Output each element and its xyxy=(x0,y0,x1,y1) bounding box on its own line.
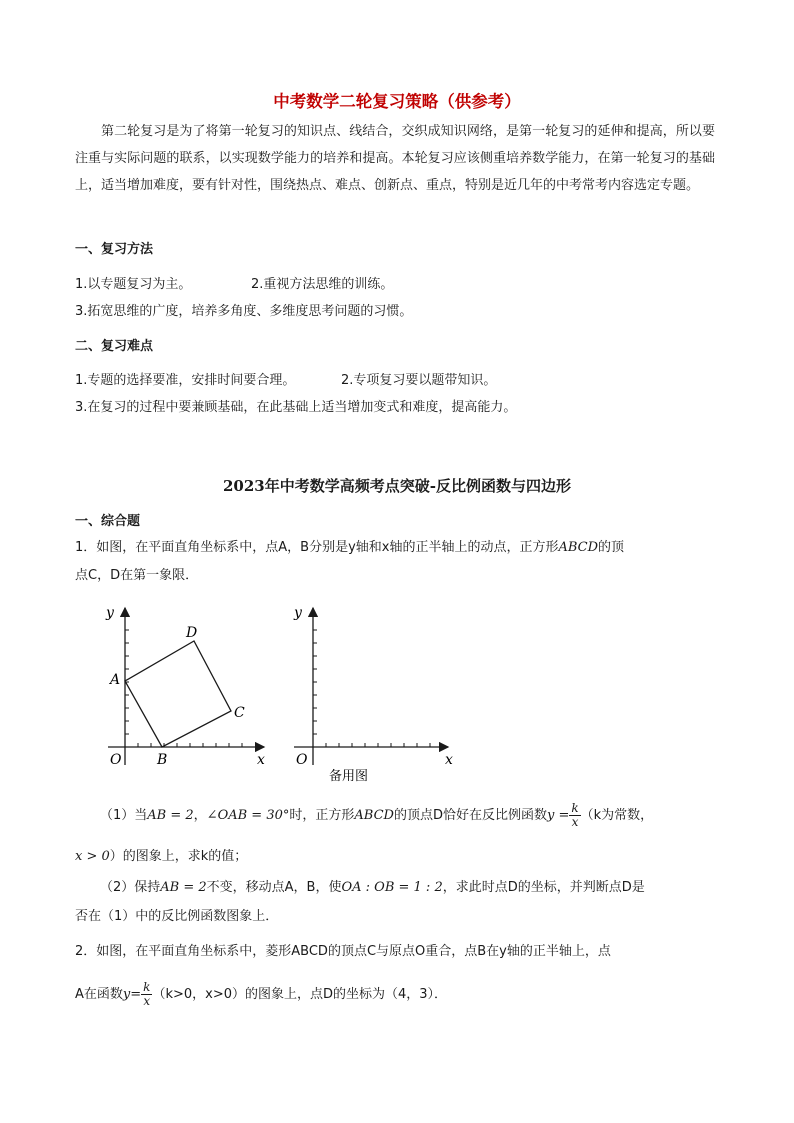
q1-p1-f: ）的图象上，求k的值； xyxy=(109,849,248,864)
q1-p1-frac-den: x xyxy=(571,815,579,829)
q1-line-1-end: 的顶 xyxy=(598,540,625,555)
q1-p1-cond: x > 0 xyxy=(75,849,110,864)
q2-b: （k>0，x>0）的图象上，点D的坐标为（4，3）． xyxy=(152,987,448,1002)
point-b-label: B xyxy=(157,752,168,768)
q1-p1-a: （1）当 xyxy=(100,808,148,823)
q1-p1-ab: AB = 2 xyxy=(147,808,194,823)
y-axis-label: y xyxy=(106,605,114,621)
q1-p1-abcd: ABCD xyxy=(354,808,394,823)
section1-item-1: 1.以专题复习为主。 xyxy=(75,277,192,292)
section2-item-1: 1.专题的选择要准，安排时间要合理。 xyxy=(75,373,296,388)
spare-x-axis-label: x xyxy=(445,752,453,768)
q2-line-1: 2．如图，在平面直角坐标系中，菱形ABCD的顶点C与原点O重合，点B在y轴的正半轴上，点 xyxy=(75,944,611,959)
spare-figure-caption: 备用图 xyxy=(329,769,369,784)
q2-fraction xyxy=(141,981,152,1008)
q1-p2-b: 不变，移动点A，B，使 xyxy=(206,880,342,895)
q1-p2-ab: AB = 2 xyxy=(160,880,207,895)
q1-p1-angle: ∠OAB = 30° xyxy=(206,808,290,823)
q1-p2-ratio: OA : OB = 1 : 2 xyxy=(341,880,443,895)
section2-item-2: 2.专项复习要以题带知识。 xyxy=(341,373,497,388)
x-axis-label: x xyxy=(257,752,265,768)
q1-p1-yeq: y = xyxy=(546,808,570,823)
q1-figure-spare xyxy=(288,600,463,790)
intro-paragraph: 第二轮复习是为了将第一轮复习的知识点、线结合，交织成知识网络，是第一轮复习的延伸和提高，所以要注重与实际问题的联系，以实现数学能力的培养和提高。本轮复习应该侧重培养数学能力，在第一轮复习的基础上，适当增加难度，要有针对性，围绕热点、难点、创新点、重点，特别是近几年的中考常考内容选定专题。 xyxy=(75,124,715,193)
exam-title: 2023年中考数学高频考点突破-反比例函数与四边形 xyxy=(223,477,571,495)
q1-p1-e: （k为常数， xyxy=(580,808,654,823)
section1-item-2: 2.重视方法思维的训练。 xyxy=(251,277,394,292)
section2-item-3: 3.在复习的过程中要兼顾基础，在此基础上适当增加变式和难度，提高能力。 xyxy=(75,400,517,415)
q1-part1-line2 xyxy=(75,845,247,864)
q1-p2-c: ，求此时点D的坐标，并判断点D是 xyxy=(442,880,645,895)
q1-p1-fraction xyxy=(569,802,580,829)
square-abcd xyxy=(125,641,231,747)
q1-line-1-text: 1．如图，在平面直角坐标系中，点A，B分别是y轴和x轴的正半轴上的动点，正方形 xyxy=(75,540,559,555)
q1-line-2: 点C，D在第一象限． xyxy=(75,568,199,583)
section1-item-3: 3.拓宽思维的广度，培养多角度、多维度思考问题的习惯。 xyxy=(75,304,413,319)
q1-figure-main xyxy=(100,600,280,775)
q2-frac-den: x xyxy=(143,994,151,1008)
spare-origin-label: O xyxy=(296,752,308,768)
q1-line-1 xyxy=(75,536,624,555)
page-title: 中考数学二轮复习策略（供参考） xyxy=(273,92,521,111)
section2-heading: 二、复习难点 xyxy=(75,339,154,354)
q2-frac-num: k xyxy=(143,980,151,994)
point-a-label: A xyxy=(110,672,121,688)
q2-a: A在函数 xyxy=(75,987,123,1002)
section3-heading: 一、综合题 xyxy=(75,514,141,529)
q2-line-2 xyxy=(75,975,447,1015)
q1-part2-line2: 否在（1）中的反比例函数图象上． xyxy=(75,909,279,924)
q1-part1-line1 xyxy=(100,801,653,831)
q2-yeq: y= xyxy=(122,987,142,1002)
q1-p1-b: ， xyxy=(193,808,207,823)
point-d-label: D xyxy=(186,625,198,641)
point-c-label: C xyxy=(234,705,245,721)
q1-p2-a: （2）保持 xyxy=(100,880,161,895)
q1-p1-frac-num: k xyxy=(571,801,579,815)
q1-abcd: ABCD xyxy=(558,540,599,555)
spare-y-axis-label: y xyxy=(294,605,302,621)
section1-heading: 一、复习方法 xyxy=(75,242,154,257)
q1-p1-c: 时，正方形 xyxy=(289,808,355,823)
q1-p1-d: 的顶点D恰好在反比例函数 xyxy=(393,808,547,823)
q1-part2-line1 xyxy=(100,876,645,895)
origin-label: O xyxy=(110,752,122,768)
